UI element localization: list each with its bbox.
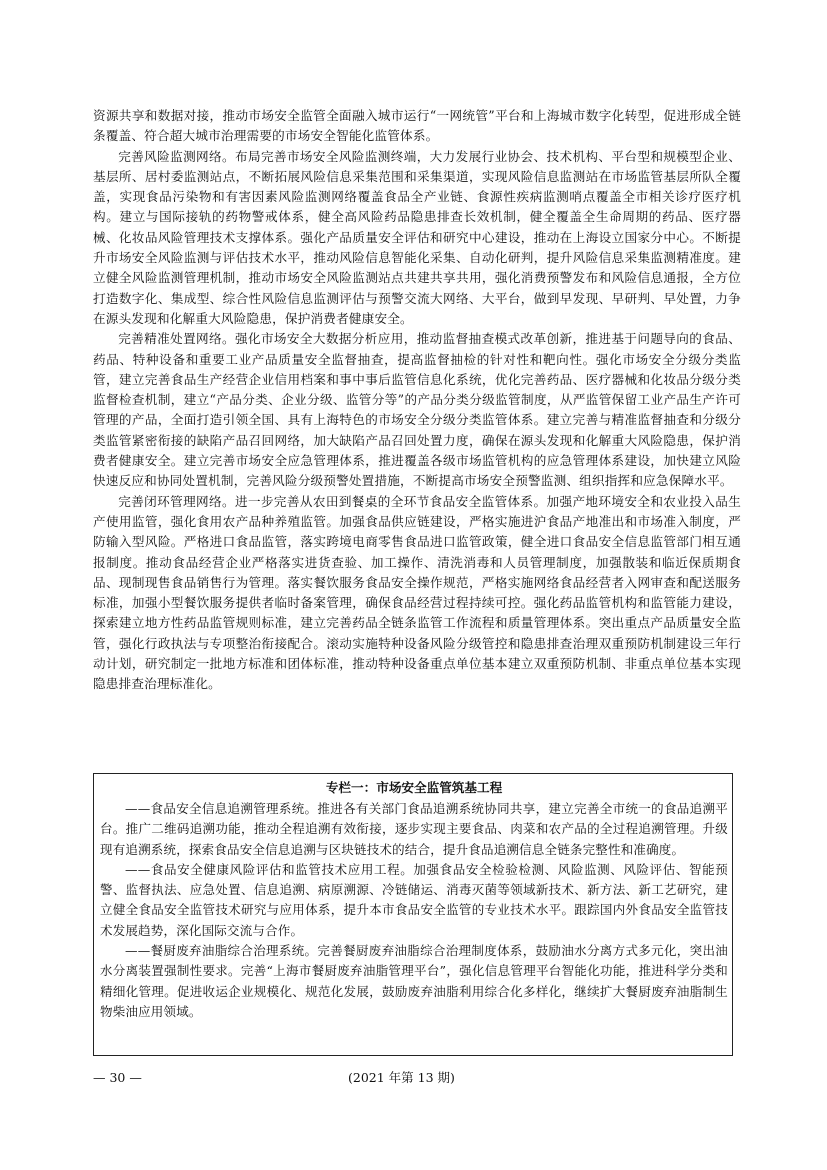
feature-box-item: ——食品安全信息追溯管理系统。推进各有关部门食品追溯系统协同共享，建立完善全市统一的食品追溯平台。推广二维码追溯功能，推动全程追溯有效衔接，逐步实现主要食品、肉菜和农产品的全过程追溯管理。升级现有追溯系统，探索食品安全信息追溯与区块链技术的结合，提升食品追溯信息全链条完整性和准确度。 [100, 801, 728, 857]
feature-box-title: 专栏一：市场安全监管筑基工程 [325, 780, 503, 795]
paragraph-closed-loop: 完善闭环管理网络。进一步完善从农田到餐桌的全环节食品安全监管体系。加强产地环境安全和农业投入品生产使用监管，强化食用农产品种养殖监管。加强食品供应链建设，严格实施进沪食品产地准出和市场准入制度，严防输入型风险。严格进口食品监管，落实跨境电商零售食品进口监管政策，健全进口食品安全信息监管部门相互通报制度。推动食品经营企业严格落实进货查验、加工操作、清洗消毒和人员管理制度，加强散装和临近保质期食品、现制现售食品销售行为管理。落实餐饮服务食品安全操作规范，严格实施网络食品经营者入网审查和配送服务标准，加强小型餐饮服务提供者临时备案管理，确保食品经营过程持续可控。强化药品监管机构和监管能力建设，探索建立地方性药品监管规则标准，建立完善药品全链条监管工作流程和质量管理体系。突出重点产品质量安全监管，强化行政执法与专项整治衔接配合。滚动实施特种设备风险分级管控和隐患排查治理双重预防机制建设三年行动计划，研究制定一批地方标准和团体标准，推动特种设备重点单位基本建立双重预防机制、非重点单位基本实现隐患排查治理标准化。 [93, 493, 741, 692]
feature-box [93, 773, 733, 1056]
paragraph-continuation: 资源共享和数据对接，推动市场安全监管全面融入城市运行“一网统管”平台和上海城市数字化转型，促进形成全链条覆盖、符合超大城市治理需要的市场安全智能化监管体系。 [93, 108, 741, 144]
feature-box-item: ——食品安全健康风险评估和监管技术应用工程。加强食品安全检验检测、风险监测、风险评估、智能预警、监督执法、应急处置、信息追溯、病原溯源、冷链储运、消毒灭菌等领域新技术、新方法、新工艺研究，建立健全食品安全监管技术研究与应用体系，提升本市食品安全监管的专业技术水平。跟踪国内外食品安全监管技术发展趋势，深化国际交流与合作。 [100, 861, 728, 938]
issue-label: (2021 年第 13 期) [348, 1070, 455, 1085]
body-text [93, 106, 741, 695]
page-number: — 30 — [93, 1070, 142, 1085]
feature-box-item: ——餐厨废弃油脂综合治理系统。完善餐厨废弃油脂综合治理制度体系，鼓励油水分离方式多元化，突出油水分离装置强制性要求。完善“上海市餐厨废弃油脂管理平台”，强化信息管理平台智能化功能，推进科学分类和精细化管理。促进收运企业规模化、规范化发展，鼓励废弃油脂利用综合化多样化，继续扩大餐厨废弃油脂制生物柴油应用领域。 [100, 943, 728, 1019]
paragraph-risk-monitoring: 完善风险监测网络。布局完善市场安全风险监测终端，大力发展行业协会、技术机构、平台型和规模型企业、基层所、居村委监测站点，不断拓展风险信息采集范围和采集渠道，实现风险信息监测站在市场监管基层所队全覆盖，实现食品污染物和有害因素风险监测网络覆盖食品全产业链、食源性疾病监测哨点覆盖全市相关诊疗医疗机构。建立与国际接轨的药物警戒体系，健全高风险药品隐患排查长效机制，健全覆盖全生命周期的药品、医疗器械、化妆品风险管理技术支撑体系。强化产品质量安全评估和研究中心建设，推动在上海设立国家分中心。不断提升市场安全风险监测与评估技术水平，推动风险信息智能化采集、自动化研判，提升风险信息采集监测精准度。建立健全风险监测管理机制，推动市场安全风险监测站点共建共享共用，强化消费预警发布和风险信息通报，全方位打造数字化、集成型、综合性风险信息监测评估与预警交流大网络、大平台，做到早发现、早研判、早处置，力争在源头发现和化解重大风险隐患，保护消费者健康安全。 [93, 148, 741, 326]
paragraph-precise-handling: 完善精准处置网络。强化市场安全大数据分析应用，推动监督抽查模式改革创新，推进基于问题导向的食品、药品、特种设备和重要工业产品质量安全监督抽查，提高监督抽检的针对性和靶向性。强化市场安全分级分类监管，建立完善食品生产经营企业信用档案和事中事后监管信息化系统，优化完善药品、医疗器械和化妆品分级分类监督检查机制，建立“产品分类、企业分级、监管分等”的产品分类分级监管制度，从严监管保留工业产品生产许可管理的产品，全面打造引领全国、具有上海特色的市场安全分级分类监管体系。建立完善与精准监督抽查和分级分类监管紧密衔接的缺陷产品召回网络，加大缺陷产品召回处置力度，确保在源头发现和化解重大风险隐患，保护消费者健康安全。建立完善市场安全应急管理体系，推进覆盖各级市场监管机构的应急管理体系建设，加快建立风险快速反应和协同处置机制，完善风险分级预警处置措施，不断提高市场安全预警监测、组织指挥和应急保障水平。 [93, 331, 741, 489]
